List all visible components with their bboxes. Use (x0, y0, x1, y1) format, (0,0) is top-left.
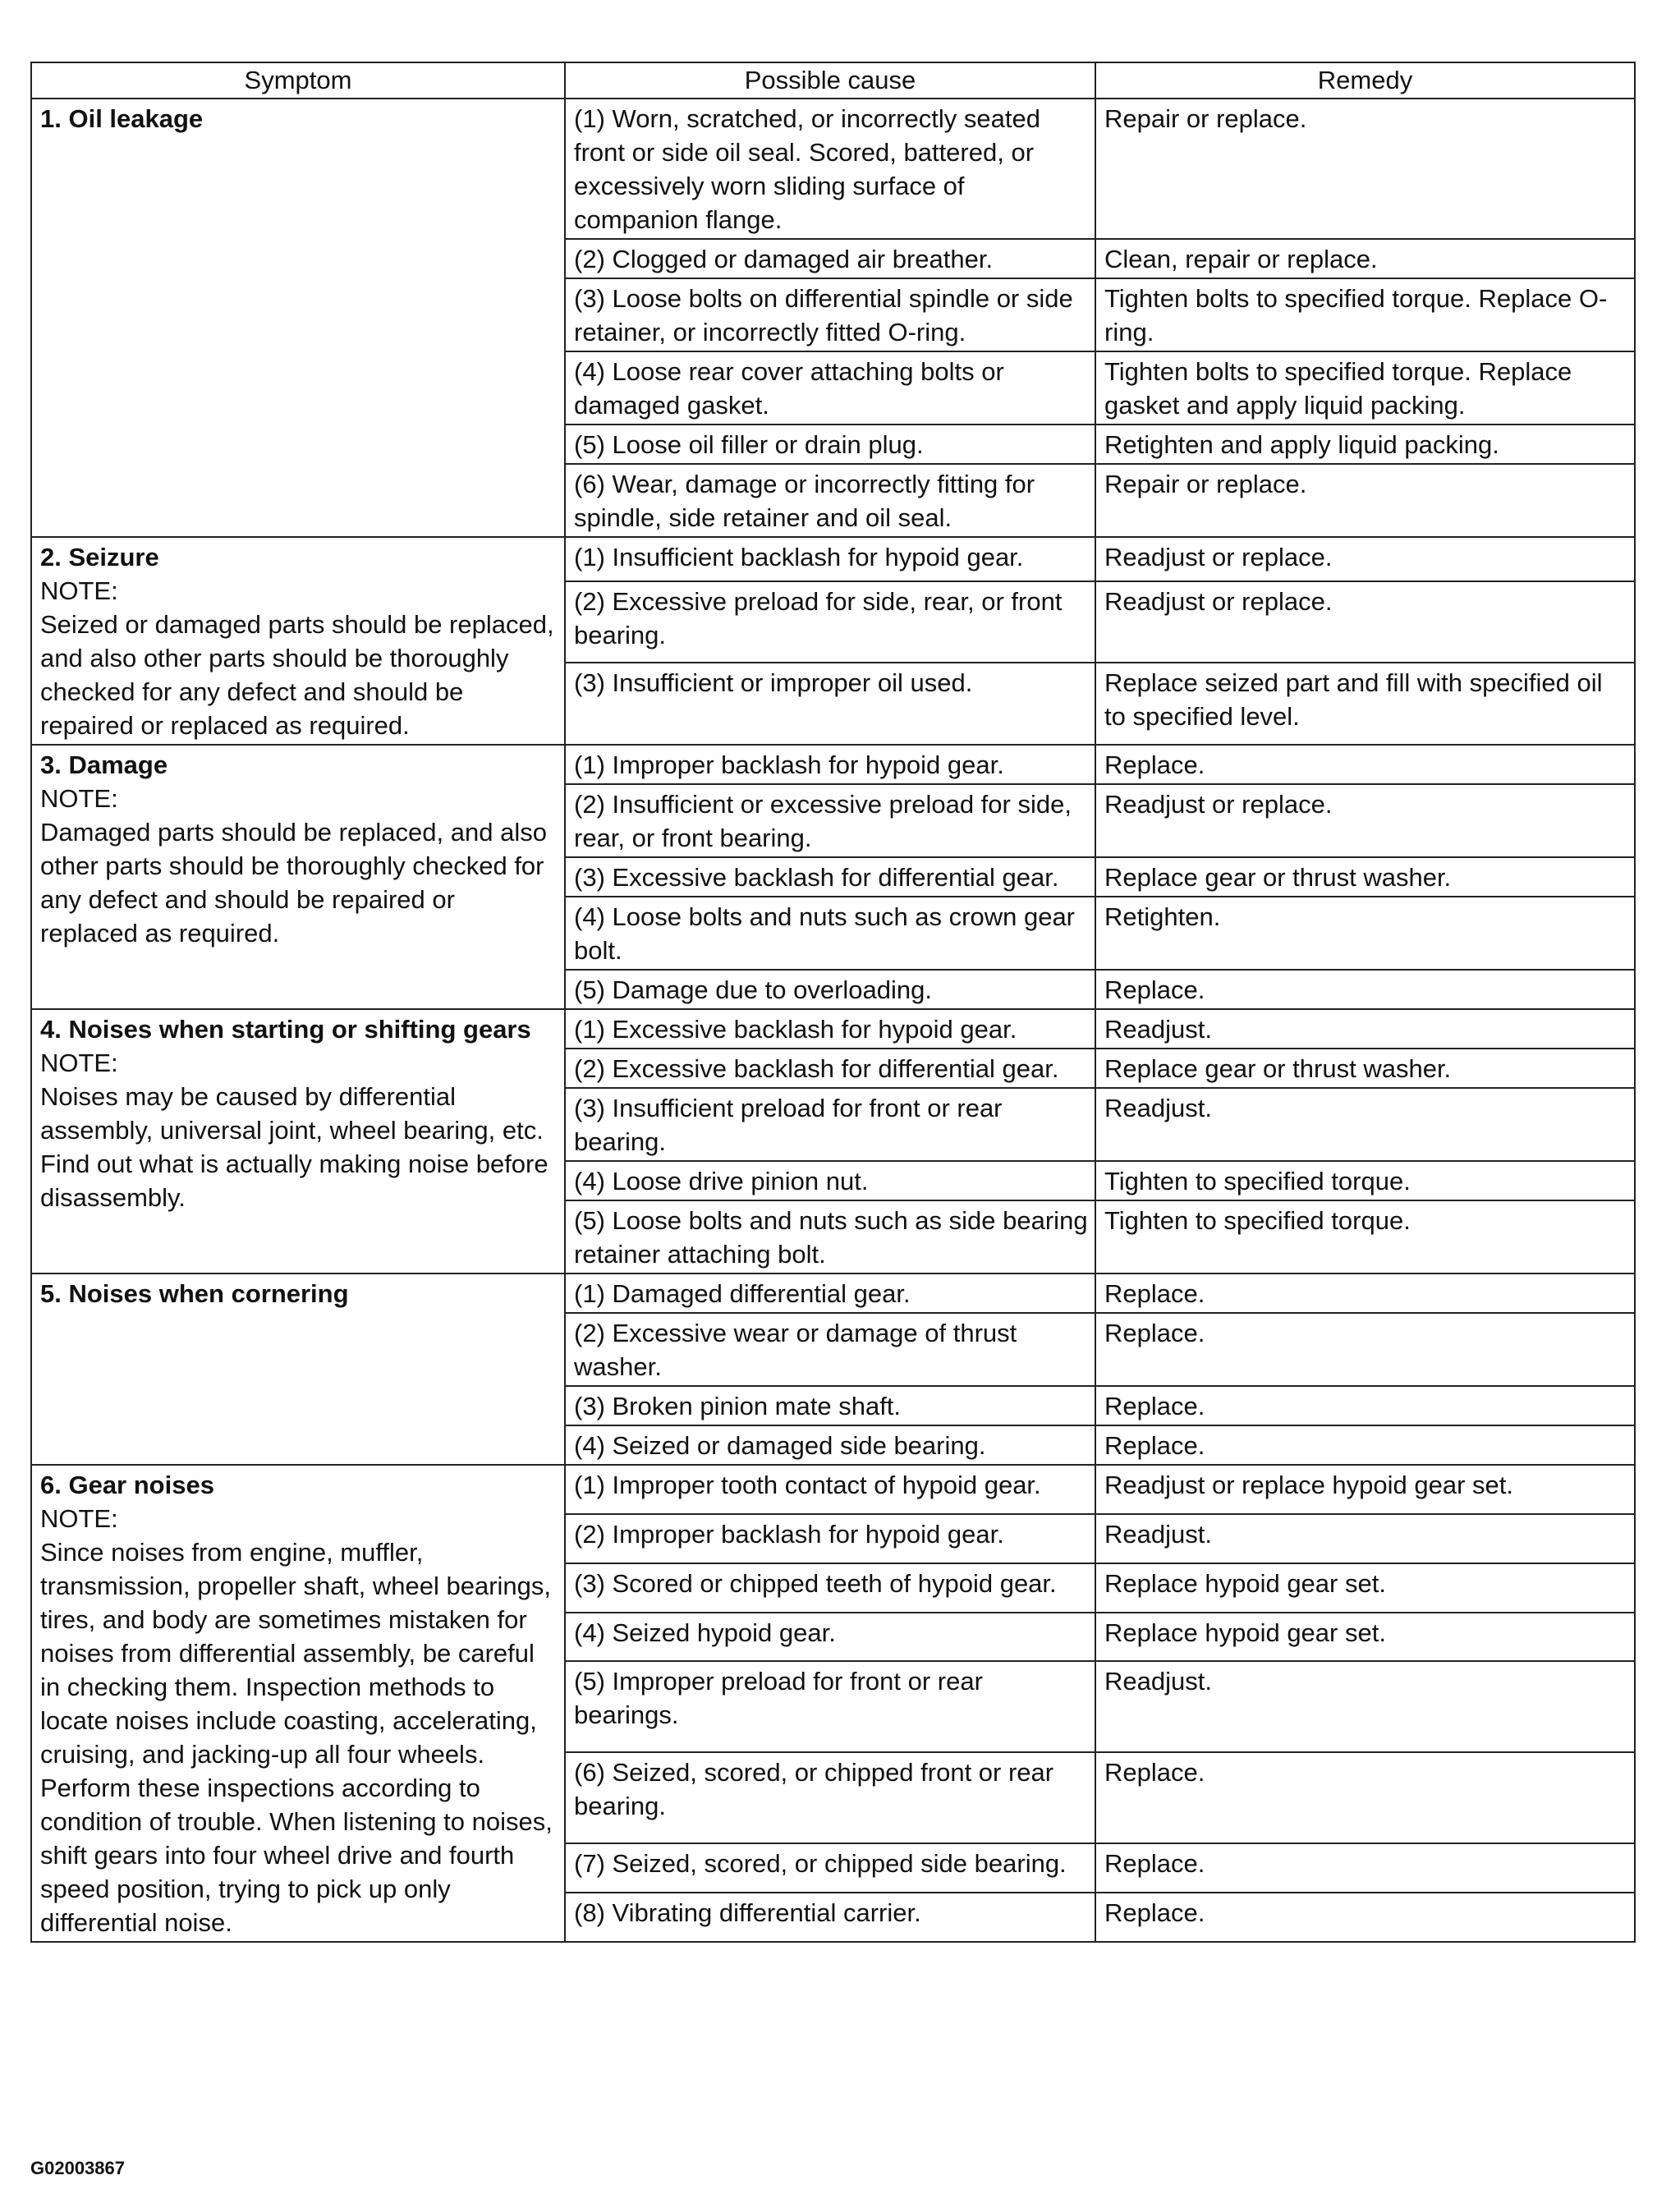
cause-cell: (2) Excessive backlash for differential gear. (565, 1049, 1095, 1088)
table-row (31, 1009, 1635, 1049)
remedy-cell: Tighten bolts to specified torque. Replace O-ring. (1095, 278, 1635, 351)
cause-cell: (4) Loose bolts and nuts such as crown gear bolt. (565, 897, 1095, 970)
cause-cell: (1) Damaged differential gear. (565, 1274, 1095, 1313)
troubleshooting-table-container (30, 62, 1634, 1943)
symptom-title: 4. Noises when starting or shifting gears (40, 1015, 531, 1044)
remedy-cell: Readjust or replace. (1095, 784, 1635, 857)
remedy-cell: Replace gear or thrust washer. (1095, 857, 1635, 897)
cause-cell: (2) Insufficient or excessive preload for side, rear, or front bearing. (565, 784, 1095, 857)
table-body (31, 99, 1635, 1942)
symptom-title: 2. Seizure (40, 543, 159, 571)
remedy-cell: Readjust or replace. (1095, 537, 1635, 581)
symptom-note-text: Since noises from engine, muffler, transmission, propeller shaft, wheel bearings, tires, and body are sometimes mistaken for noises from differential assembly, be careful in checking them. Inspection methods to locate noises include coasting, accelerating, cruising, and jacking-up all four wheels. Perform these inspections according to condition of trouble. When listening to noises, shift gears into four wheel drive and fourth speed position, trying to pick up only differential noise. (40, 1538, 553, 1937)
symptom-title: 3. Damage (40, 750, 168, 779)
cause-cell: (4) Seized or damaged side bearing. (565, 1425, 1095, 1465)
cause-cell: (3) Scored or chipped teeth of hypoid gear. (565, 1563, 1095, 1613)
cause-cell: (5) Loose oil filler or drain plug. (565, 425, 1095, 464)
remedy-cell: Readjust. (1095, 1088, 1635, 1161)
remedy-cell: Replace. (1095, 1425, 1635, 1465)
troubleshooting-table (30, 62, 1636, 1943)
cause-cell: (3) Insufficient or improper oil used. (565, 663, 1095, 745)
remedy-cell: Replace. (1095, 1752, 1635, 1843)
cause-cell: (5) Improper preload for front or rear bearings. (565, 1661, 1095, 1752)
cause-cell: (1) Worn, scratched, or incorrectly seated front or side oil seal. Scored, battered, or excessively worn sliding surface of companion flange. (565, 99, 1095, 239)
cause-cell: (4) Loose rear cover attaching bolts or damaged gasket. (565, 351, 1095, 425)
cause-cell: (7) Seized, scored, or chipped side bearing. (565, 1843, 1095, 1893)
symptom-note-text: Seized or damaged parts should be replaced, and also other parts should be thoroughly checked for any defect and should be repaired or replaced as required. (40, 610, 554, 740)
cause-cell: (3) Loose bolts on differential spindle or side retainer, or incorrectly fitted O-ring. (565, 278, 1095, 351)
cause-cell: (3) Insufficient preload for front or rear bearing. (565, 1088, 1095, 1161)
symptom-note-text: Noises may be caused by differential assembly, universal joint, wheel bearing, etc. Find out what is actually making noise before disassembly. (40, 1082, 549, 1212)
cause-cell: (1) Excessive backlash for hypoid gear. (565, 1009, 1095, 1049)
header-possible-cause: Possible cause (565, 62, 1095, 99)
cause-cell: (2) Clogged or damaged air breather. (565, 239, 1095, 278)
remedy-cell: Readjust. (1095, 1514, 1635, 1563)
symptom-cell (31, 1274, 565, 1465)
cause-cell: (2) Improper backlash for hypoid gear. (565, 1514, 1095, 1563)
cause-cell: (2) Excessive preload for side, rear, or front bearing. (565, 581, 1095, 663)
table-row (31, 1465, 1635, 1514)
remedy-cell: Readjust or replace hypoid gear set. (1095, 1465, 1635, 1514)
header-remedy: Remedy (1095, 62, 1635, 99)
remedy-cell: Replace gear or thrust washer. (1095, 1049, 1635, 1088)
remedy-cell: Replace. (1095, 1893, 1635, 1942)
cause-cell: (8) Vibrating differential carrier. (565, 1893, 1095, 1942)
figure-id: G02003867 (30, 2158, 125, 2178)
remedy-cell: Readjust or replace. (1095, 581, 1635, 663)
remedy-cell: Tighten to specified torque. (1095, 1200, 1635, 1274)
symptom-note-label: NOTE: (40, 576, 118, 605)
symptom-note-label: NOTE: (40, 784, 118, 813)
symptom-cell (31, 1465, 565, 1942)
remedy-cell: Repair or replace. (1095, 464, 1635, 537)
remedy-cell: Replace. (1095, 745, 1635, 784)
cause-cell: (4) Loose drive pinion nut. (565, 1161, 1095, 1200)
symptom-note-text: Damaged parts should be replaced, and also other parts should be thoroughly checked for any defect and should be repaired or replaced as required. (40, 818, 547, 948)
header-row (31, 62, 1635, 99)
remedy-cell: Replace. (1095, 1386, 1635, 1425)
remedy-cell: Replace seized part and fill with specified oil to specified level. (1095, 663, 1635, 745)
table-row (31, 745, 1635, 784)
cause-cell: (1) Insufficient backlash for hypoid gear. (565, 537, 1095, 581)
remedy-cell: Readjust. (1095, 1661, 1635, 1752)
remedy-cell: Replace. (1095, 1843, 1635, 1893)
remedy-cell: Clean, repair or replace. (1095, 239, 1635, 278)
symptom-cell (31, 537, 565, 745)
header-symptom: Symptom (31, 62, 565, 99)
remedy-cell: Replace hypoid gear set. (1095, 1563, 1635, 1613)
cause-cell: (2) Excessive wear or damage of thrust washer. (565, 1313, 1095, 1386)
cause-cell: (4) Seized hypoid gear. (565, 1613, 1095, 1662)
symptom-cell (31, 99, 565, 537)
remedy-cell: Tighten to specified torque. (1095, 1161, 1635, 1200)
symptom-note-label: NOTE: (40, 1049, 118, 1077)
remedy-cell: Retighten and apply liquid packing. (1095, 425, 1635, 464)
cause-cell: (5) Loose bolts and nuts such as side bearing retainer attaching bolt. (565, 1200, 1095, 1274)
remedy-cell: Repair or replace. (1095, 99, 1635, 239)
cause-cell: (1) Improper backlash for hypoid gear. (565, 745, 1095, 784)
table-row (31, 1274, 1635, 1313)
symptom-title: 1. Oil leakage (40, 104, 204, 133)
cause-cell: (5) Damage due to overloading. (565, 970, 1095, 1009)
cause-cell: (6) Wear, damage or incorrectly fitting for spindle, side retainer and oil seal. (565, 464, 1095, 537)
remedy-cell: Replace. (1095, 1313, 1635, 1386)
table-row (31, 537, 1635, 581)
symptom-title: 5. Noises when cornering (40, 1279, 349, 1308)
remedy-cell: Replace. (1095, 970, 1635, 1009)
remedy-cell: Readjust. (1095, 1009, 1635, 1049)
cause-cell: (1) Improper tooth contact of hypoid gear. (565, 1465, 1095, 1514)
cause-cell: (6) Seized, scored, or chipped front or rear bearing. (565, 1752, 1095, 1843)
remedy-cell: Tighten bolts to specified torque. Replace gasket and apply liquid packing. (1095, 351, 1635, 425)
symptom-title: 6. Gear noises (40, 1471, 214, 1499)
symptom-note-label: NOTE: (40, 1504, 118, 1533)
cause-cell: (3) Excessive backlash for differential gear. (565, 857, 1095, 897)
symptom-cell (31, 745, 565, 1009)
cause-cell: (3) Broken pinion mate shaft. (565, 1386, 1095, 1425)
table-row (31, 99, 1635, 239)
remedy-cell: Replace hypoid gear set. (1095, 1613, 1635, 1662)
symptom-cell (31, 1009, 565, 1274)
remedy-cell: Replace. (1095, 1274, 1635, 1313)
remedy-cell: Retighten. (1095, 897, 1635, 970)
